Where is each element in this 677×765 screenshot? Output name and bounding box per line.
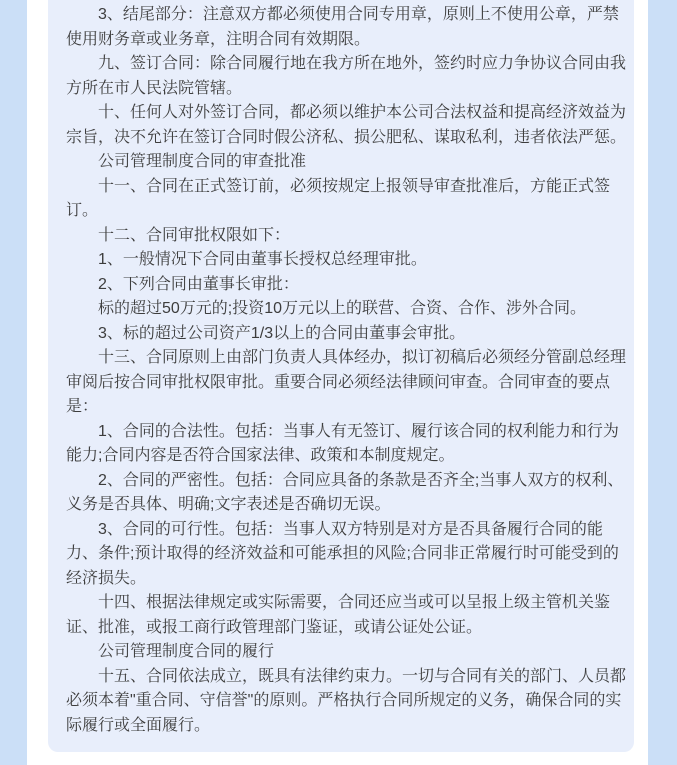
paragraph: 公司管理制度合同的履行 xyxy=(98,643,275,660)
paragraph: 2、下列合同由董事长审批： xyxy=(98,275,299,293)
paragraph: 九、签订合同：除合同履行地在我方所在地外，签约时应力争协议合同由我方所在市人民法院管辖。 xyxy=(66,55,627,97)
paragraph: 标的超过50万元的;投资10万元以上的联营、合资、合作、涉外合同。 xyxy=(98,300,587,317)
paragraph: 十五、合同依法成立，既具有法律约束力。一切与合同有关的部门、人员都必须本着"重合同、守信誉"的原则。严格执行合同所规定的义务，确保合同的实际履行或全面履行。 xyxy=(66,667,627,734)
paragraph: 十、任何人对外签订合同，都必须以维护本公司合法权益和提高经济效益为宗旨，决不允许在签订合同时假公济私、损公肥私、谋取私利，违者依法严惩。 xyxy=(66,104,627,146)
paragraph: 1、合同的合法性。包括：当事人有无签订、履行该合同的权利能力和行为能力;合同内容是否符合国家法律、政策和本制度规定。 xyxy=(66,422,619,464)
document-body xyxy=(66,3,628,738)
left-margin-strip xyxy=(0,0,27,765)
paragraph: 公司管理制度合同的审查批准 xyxy=(98,153,307,170)
paragraph: 2、合同的严密性。包括：合同应具备的条款是否齐全;当事人双方的权利、义务是否具体、明确;文字表述是否确切无误。 xyxy=(66,471,624,513)
paragraph: 十三、合同原则上由部门负责人具体经办，拟订初稿后必须经分管副总经理审阅后按合同审批权限审批。重要合同必须经法律顾问审查。合同审查的要点是： xyxy=(66,349,627,415)
paragraph: 十四、根据法律规定或实际需要，合同还应当或可以呈报上级主管机关鉴证、批准，或报工商行政管理部门鉴证，或请公证处公证。 xyxy=(66,594,611,636)
paragraph: 3、结尾部分：注意双方都必须使用合同专用章，原则上不使用公章，严禁使用财务章或业务章，注明合同有效期限。 xyxy=(66,6,619,48)
document-card xyxy=(48,0,634,752)
paragraph: 1、一般情况下合同由董事长授权总经理审批。 xyxy=(98,251,427,268)
paragraph: 3、标的超过公司资产1/3以上的合同由董事会审批。 xyxy=(98,324,466,342)
paragraph: 十一、合同在正式签订前，必须按规定上报领导审查批准后，方能正式签订。 xyxy=(66,177,611,219)
right-margin-strip xyxy=(648,0,677,765)
paragraph: 3、合同的可行性。包括：当事人双方特别是对方是否具备履行合同的能力、条件;预计取得的经济效益和可能承担的风险;合同非正常履行时可能受到的经济损失。 xyxy=(66,520,619,587)
paragraph: 十二、合同审批权限如下： xyxy=(98,226,291,244)
